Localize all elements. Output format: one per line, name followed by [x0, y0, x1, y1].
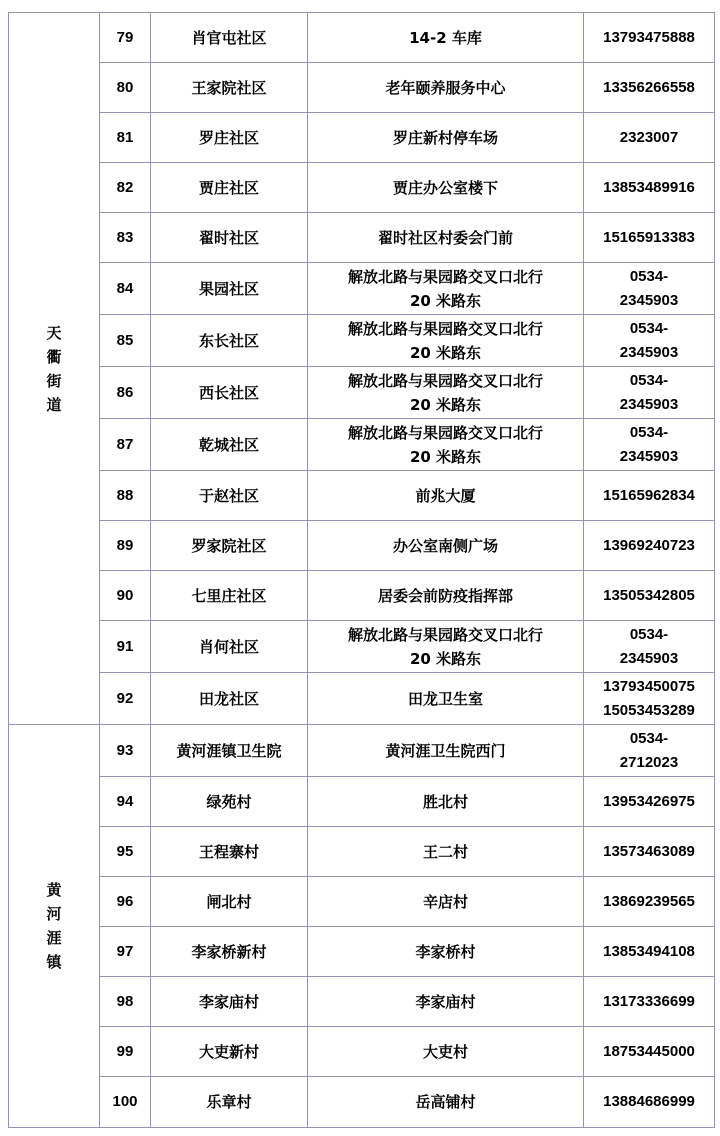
table-row [9, 419, 715, 471]
contact-phone [584, 367, 715, 419]
testing-location [308, 263, 584, 315]
testing-location [308, 367, 584, 419]
phone-line: 13953426975 [603, 792, 695, 810]
phone-line: 0534- [629, 729, 669, 747]
location-line: 大吏村 [422, 1042, 468, 1061]
row-number: 100 [100, 1077, 151, 1128]
contact-phone [584, 673, 715, 725]
location-line: 田龙卫生室 [407, 689, 483, 708]
testing-location [308, 63, 584, 113]
community-name: 贾庄社区 [151, 163, 308, 213]
location-line: 黄河涯卫生院西门 [385, 741, 506, 760]
community-name: 西长社区 [151, 367, 308, 419]
row-number: 98 [100, 977, 151, 1027]
row-number: 86 [100, 367, 151, 419]
contact-phone [584, 419, 715, 471]
contact-phone [584, 927, 715, 977]
row-number: 96 [100, 877, 151, 927]
region-cell [9, 725, 100, 1128]
testing-location [308, 521, 584, 571]
testing-sites-table [8, 12, 715, 1128]
location-line: 20 米路东 [409, 343, 482, 362]
contact-phone [584, 571, 715, 621]
row-number: 82 [100, 163, 151, 213]
row-number: 87 [100, 419, 151, 471]
contact-phone [584, 1027, 715, 1077]
phone-line: 13173336699 [603, 992, 695, 1010]
contact-phone [584, 315, 715, 367]
testing-location [308, 113, 584, 163]
phone-line: 13573463089 [603, 842, 695, 860]
row-number: 89 [100, 521, 151, 571]
testing-location [308, 1027, 584, 1077]
community-name: 黄河涯镇卫生院 [151, 725, 308, 777]
location-line: 老年颐养服务中心 [385, 78, 506, 97]
table-row [9, 571, 715, 621]
phone-line: 2345903 [619, 291, 679, 309]
contact-phone [584, 621, 715, 673]
location-line: 王二村 [422, 842, 468, 861]
table-row [9, 827, 715, 877]
location-line: 解放北路与果园路交叉口北行 [347, 423, 543, 442]
community-name: 翟时社区 [151, 213, 308, 263]
location-line: 罗庄新村停车场 [392, 128, 498, 147]
row-number: 99 [100, 1027, 151, 1077]
table-row [9, 977, 715, 1027]
phone-line: 0534- [629, 423, 669, 441]
row-number: 81 [100, 113, 151, 163]
phone-line: 13969240723 [603, 536, 695, 554]
testing-location [308, 673, 584, 725]
phone-line: 13505342805 [603, 586, 695, 604]
row-number: 95 [100, 827, 151, 877]
community-name: 东长社区 [151, 315, 308, 367]
community-name: 李家桥新村 [151, 927, 308, 977]
contact-phone [584, 977, 715, 1027]
community-name: 绿苑村 [151, 777, 308, 827]
community-name: 王程寨村 [151, 827, 308, 877]
location-line: 20 米路东 [409, 649, 482, 668]
testing-location [308, 315, 584, 367]
testing-location [308, 927, 584, 977]
community-name: 李家庙村 [151, 977, 308, 1027]
community-name: 果园社区 [151, 263, 308, 315]
location-line: 前兆大厦 [415, 486, 476, 505]
community-name: 大吏新村 [151, 1027, 308, 1077]
testing-location [308, 725, 584, 777]
contact-phone [584, 63, 715, 113]
row-number: 92 [100, 673, 151, 725]
phone-line: 2345903 [619, 649, 679, 667]
testing-location [308, 213, 584, 263]
location-line: 20 米路东 [409, 447, 482, 466]
table-row [9, 213, 715, 263]
testing-location [308, 13, 584, 63]
table-row [9, 1077, 715, 1128]
phone-line: 13853489916 [603, 178, 695, 196]
location-line: 居委会前防疫指挥部 [377, 586, 513, 605]
contact-phone [584, 521, 715, 571]
phone-line: 15165913383 [603, 228, 695, 246]
contact-phone [584, 1077, 715, 1128]
community-name: 闸北村 [151, 877, 308, 927]
region-name: 黄河涯镇 [46, 881, 62, 971]
table-row [9, 521, 715, 571]
region-cell [9, 13, 100, 725]
row-number: 90 [100, 571, 151, 621]
row-number: 97 [100, 927, 151, 977]
phone-line: 0534- [629, 267, 669, 285]
community-name: 于赵社区 [151, 471, 308, 521]
location-line: 办公室南侧广场 [392, 536, 498, 555]
testing-location [308, 827, 584, 877]
table-row [9, 927, 715, 977]
table-row [9, 13, 715, 63]
phone-line: 0534- [629, 371, 669, 389]
row-number: 83 [100, 213, 151, 263]
community-name: 七里庄社区 [151, 571, 308, 621]
phone-line: 2345903 [619, 343, 679, 361]
phone-line: 15053453289 [603, 701, 695, 719]
location-line: 贾庄办公室楼下 [392, 178, 498, 197]
row-number: 85 [100, 315, 151, 367]
contact-phone [584, 725, 715, 777]
phone-line: 13356266558 [603, 78, 695, 96]
table-row [9, 1027, 715, 1077]
location-line: 李家庙村 [415, 992, 476, 1011]
location-line: 20 米路东 [409, 291, 482, 310]
location-line: 解放北路与果园路交叉口北行 [347, 371, 543, 390]
phone-line: 2323007 [619, 128, 679, 146]
row-number: 88 [100, 471, 151, 521]
testing-location [308, 877, 584, 927]
table-row [9, 113, 715, 163]
community-name: 田龙社区 [151, 673, 308, 725]
location-line: 14-2 车库 [409, 28, 482, 47]
table-row [9, 777, 715, 827]
location-line: 20 米路东 [409, 395, 482, 414]
phone-line: 13793450075 [603, 677, 695, 695]
location-line: 解放北路与果园路交叉口北行 [347, 319, 543, 338]
phone-line: 13884686999 [603, 1093, 695, 1110]
region-name: 天衢街道 [46, 323, 62, 414]
testing-location [308, 163, 584, 213]
community-name: 乾城社区 [151, 419, 308, 471]
contact-phone [584, 877, 715, 927]
contact-phone [584, 113, 715, 163]
phone-line: 13853494108 [603, 942, 695, 960]
community-name: 肖官屯社区 [151, 13, 308, 63]
testing-location [308, 471, 584, 521]
row-number: 80 [100, 63, 151, 113]
contact-phone [584, 777, 715, 827]
community-name: 肖何社区 [151, 621, 308, 673]
testing-location [308, 571, 584, 621]
community-name: 王家院社区 [151, 63, 308, 113]
table-row [9, 621, 715, 673]
row-number: 84 [100, 263, 151, 315]
contact-phone [584, 827, 715, 877]
contact-phone [584, 13, 715, 63]
location-line: 解放北路与果园路交叉口北行 [347, 267, 543, 286]
phone-line: 13793475888 [603, 28, 695, 46]
table-row [9, 471, 715, 521]
location-line: 辛店村 [422, 892, 468, 911]
location-line: 翟时社区村委会门前 [377, 228, 513, 247]
phone-line: 13869239565 [603, 892, 695, 910]
community-name: 罗庄社区 [151, 113, 308, 163]
phone-line: 2345903 [619, 447, 679, 465]
testing-location [308, 419, 584, 471]
table-row [9, 163, 715, 213]
table-row [9, 367, 715, 419]
phone-line: 18753445000 [603, 1042, 695, 1060]
testing-location [308, 1077, 584, 1128]
testing-location [308, 977, 584, 1027]
testing-location [308, 621, 584, 673]
contact-phone [584, 263, 715, 315]
row-number: 94 [100, 777, 151, 827]
row-number: 91 [100, 621, 151, 673]
phone-line: 0534- [629, 319, 669, 337]
contact-phone [584, 163, 715, 213]
table-row [9, 877, 715, 927]
community-name: 罗家院社区 [151, 521, 308, 571]
phone-line: 2345903 [619, 395, 679, 413]
location-line: 胜北村 [422, 792, 468, 811]
table-row [9, 673, 715, 725]
table-row [9, 315, 715, 367]
table-body [9, 13, 715, 1128]
row-number: 79 [100, 13, 151, 63]
community-name: 乐章村 [151, 1077, 308, 1128]
table-row [9, 263, 715, 315]
location-line: 解放北路与果园路交叉口北行 [347, 625, 543, 644]
row-number: 93 [100, 725, 151, 777]
location-line: 岳高铺村 [415, 1093, 476, 1111]
testing-location [308, 777, 584, 827]
contact-phone [584, 213, 715, 263]
table-row [9, 725, 715, 777]
location-line: 李家桥村 [415, 942, 476, 961]
contact-phone [584, 471, 715, 521]
table-row [9, 63, 715, 113]
phone-line: 2712023 [619, 753, 679, 771]
phone-line: 15165962834 [603, 486, 695, 504]
phone-line: 0534- [629, 625, 669, 643]
